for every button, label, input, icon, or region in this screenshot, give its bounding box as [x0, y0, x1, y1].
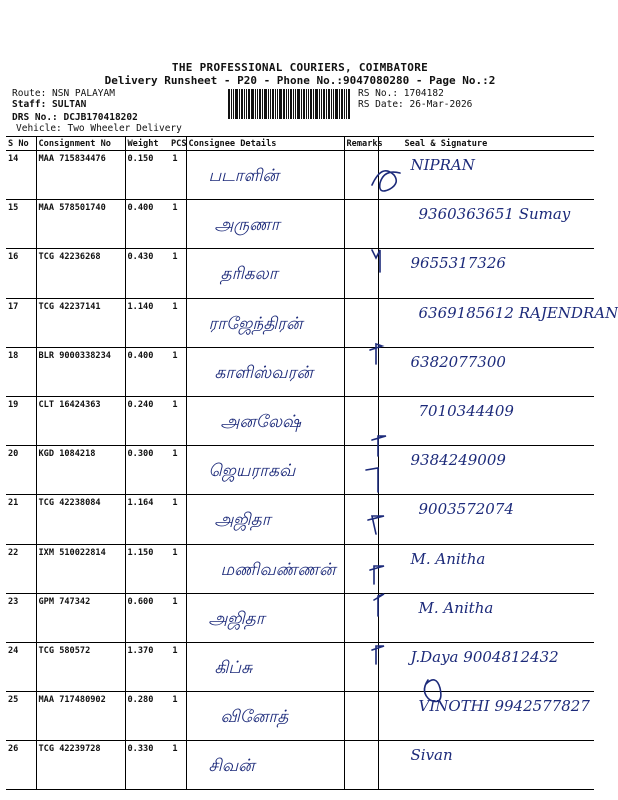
barcode-bar — [339, 89, 340, 119]
row-sno: 22 — [6, 544, 36, 593]
row-pcs: 1 — [169, 298, 186, 347]
row-consignment-no: MAA 578501740 — [36, 200, 125, 249]
row-consignment-no: TCG 42239728 — [36, 741, 125, 790]
row-pcs: 1 — [169, 544, 186, 593]
barcode-bar — [279, 89, 282, 119]
barcode-bar — [270, 89, 271, 119]
row-weight: 0.400 — [125, 347, 169, 396]
row-seal-signature — [378, 298, 618, 347]
handwritten-name: காளிஸ்வரன் — [214, 362, 313, 383]
row-consignee — [186, 446, 344, 495]
row-sno: 18 — [6, 347, 36, 396]
row-sno: 16 — [6, 249, 36, 298]
row-pcs: 1 — [169, 741, 186, 790]
row-weight: 0.150 — [125, 151, 169, 200]
barcode-bar — [283, 89, 285, 119]
barcode-bar — [239, 89, 240, 119]
col-weight: Weight — [125, 137, 169, 151]
row-weight: 1.140 — [125, 298, 169, 347]
row-remarks — [344, 298, 378, 347]
row-seal-signature — [378, 593, 594, 642]
barcode-bar — [341, 89, 343, 119]
row-sno: 25 — [6, 692, 36, 741]
col-seal: Seal & Signature — [378, 137, 594, 151]
barcode-bar — [328, 89, 330, 119]
staff-label: Staff: SULTAN — [12, 99, 87, 110]
barcode-bar — [244, 89, 245, 119]
table-row — [6, 642, 594, 691]
row-remarks — [344, 200, 378, 249]
row-consignment-no: MAA 717480902 — [36, 692, 125, 741]
row-seal-signature — [378, 544, 594, 593]
barcode-bar — [272, 89, 274, 119]
barcode-bar — [313, 89, 314, 119]
row-consignee — [186, 347, 344, 396]
barcode-bar — [323, 89, 325, 119]
barcode-bar — [315, 89, 318, 119]
barcode-bar — [241, 89, 243, 119]
barcode-bar — [344, 89, 345, 119]
row-consignment-no: IXM 510022814 — [36, 544, 125, 593]
row-consignment-no: BLR 9000338234 — [36, 347, 125, 396]
barcode-bar — [264, 89, 267, 119]
row-remarks — [344, 446, 378, 495]
row-remarks — [344, 544, 378, 593]
row-consignment-no: CLT 16424363 — [36, 396, 125, 445]
table-row — [6, 692, 594, 741]
row-weight: 1.164 — [125, 495, 169, 544]
row-remarks — [344, 151, 378, 200]
barcode-bar — [310, 89, 312, 119]
handwritten-signature: 6369185612 RAJENDRAN — [418, 303, 618, 322]
barcode-bar — [246, 89, 247, 119]
table-row — [6, 200, 594, 249]
row-seal-signature — [378, 495, 594, 544]
row-remarks — [344, 495, 378, 544]
row-pcs: 1 — [169, 249, 186, 298]
barcode-bar — [290, 89, 292, 119]
row-pcs: 1 — [169, 446, 186, 495]
handwritten-signature: 7010344409 — [418, 401, 514, 420]
row-remarks — [344, 396, 378, 445]
row-weight: 0.330 — [125, 741, 169, 790]
row-pcs: 1 — [169, 692, 186, 741]
handwritten-signature: 9360363651 Sumay — [418, 205, 571, 224]
row-consignee — [186, 593, 344, 642]
handwritten-name: படாளின் — [208, 166, 279, 186]
handwritten-signature: M. Anitha — [418, 598, 494, 617]
row-pcs: 1 — [169, 347, 186, 396]
handwritten-signature: NIPRAN — [410, 156, 475, 174]
table-row — [6, 298, 594, 347]
barcode-bar — [297, 89, 300, 119]
barcode-bar — [326, 89, 327, 119]
table-row — [6, 347, 594, 396]
handwritten-name: சிவன் — [208, 756, 255, 777]
row-pcs: 1 — [169, 396, 186, 445]
row-sno: 20 — [6, 446, 36, 495]
row-pcs: 1 — [169, 151, 186, 200]
table-row — [6, 741, 594, 790]
row-consignment-no: TCG 42238084 — [36, 495, 125, 544]
row-consignee — [186, 249, 344, 298]
handwritten-name: அனலேஷ் — [220, 411, 302, 432]
handwritten-signature: VINOTHI 9942577827 — [418, 697, 590, 716]
runsheet-table — [6, 136, 618, 790]
row-weight: 0.400 — [125, 200, 169, 249]
barcode-bar — [333, 89, 334, 119]
barcode-bar — [306, 89, 307, 119]
drs-number: DRS No.: DCJB170418202 — [12, 112, 138, 123]
row-pcs: 1 — [169, 642, 186, 691]
row-pcs: 1 — [169, 200, 186, 249]
barcode-bar — [295, 89, 296, 119]
row-sno: 17 — [6, 298, 36, 347]
handwritten-name: வினோத் — [220, 707, 289, 728]
row-seal-signature — [378, 151, 594, 200]
runsheet-subtitle: Delivery Runsheet - P20 - Phone No.:9047080280 - Page No.:2 — [104, 74, 496, 87]
handwritten-name: அருணா — [214, 215, 280, 236]
barcode-bar — [235, 89, 238, 119]
handwritten-name: ஜெயராகவ் — [208, 461, 296, 482]
handwritten-name: ராஜேந்திரன் — [208, 313, 303, 334]
col-sno: S No — [6, 137, 36, 151]
rs-date: RS Date: 26-Mar-2026 — [358, 99, 473, 110]
barcode-bar — [277, 89, 278, 119]
row-sno: 26 — [6, 741, 36, 790]
row-remarks — [344, 347, 378, 396]
row-pcs: 1 — [169, 593, 186, 642]
row-consignee — [186, 544, 344, 593]
handwritten-signature: M. Anitha — [410, 549, 486, 568]
barcode-bar — [301, 89, 302, 119]
handwritten-signature: 9655317326 — [410, 254, 506, 273]
row-consignee — [186, 495, 344, 544]
barcode-bar — [346, 89, 347, 119]
row-remarks — [344, 692, 378, 741]
row-weight: 0.430 — [125, 249, 169, 298]
row-seal-signature — [378, 347, 594, 396]
handwritten-name: தரிகலா — [220, 264, 278, 285]
barcode-bar — [268, 89, 269, 119]
handwritten-name: மணிவண்ணன் — [220, 559, 336, 580]
row-consignee — [186, 741, 344, 790]
row-seal-signature — [378, 200, 594, 249]
row-consignee — [186, 298, 344, 347]
barcode-bar — [348, 89, 350, 119]
row-consignment-no: KGD 1084218 — [36, 446, 125, 495]
barcode — [228, 89, 355, 119]
row-consignee — [186, 642, 344, 691]
barcode-bar — [286, 89, 287, 119]
vehicle-label: Vehicle: Two Wheeler Delivery — [16, 123, 182, 134]
table-row — [6, 544, 594, 593]
row-weight: 0.240 — [125, 396, 169, 445]
row-consignment-no: TCG 42236268 — [36, 249, 125, 298]
handwritten-signature: 9003572074 — [418, 500, 514, 519]
barcode-bar — [331, 89, 332, 119]
row-consignment-no: TCG 42237141 — [36, 298, 125, 347]
row-remarks — [344, 642, 378, 691]
barcode-bar — [231, 89, 232, 119]
table-row — [6, 495, 594, 544]
barcode-bar — [288, 89, 289, 119]
barcode-bar — [321, 89, 322, 119]
handwritten-name: அஜிதா — [208, 608, 265, 629]
barcode-bar — [248, 89, 250, 119]
company-title: THE PROFESSIONAL COURIERS, COIMBATORE — [171, 61, 429, 74]
col-pcs: PCS — [171, 138, 187, 149]
row-remarks — [344, 249, 378, 298]
row-sno: 21 — [6, 495, 36, 544]
handwritten-name: கிப்சு — [214, 657, 253, 678]
table-row — [6, 593, 594, 642]
row-seal-signature — [378, 249, 594, 298]
barcode-bar — [257, 89, 258, 119]
row-consignment-no: TCG 580572 — [36, 642, 125, 691]
handwritten-name: அஜிதா — [214, 510, 271, 531]
table-row — [6, 249, 594, 298]
row-consignee — [186, 396, 344, 445]
row-pcs: 1 — [169, 495, 186, 544]
barcode-bar — [251, 89, 254, 119]
row-weight: 1.150 — [125, 544, 169, 593]
table-header-row — [6, 137, 594, 151]
table-row — [6, 151, 594, 200]
handwritten-signature: 9384249009 — [410, 451, 506, 470]
row-sno: 14 — [6, 151, 36, 200]
barcode-bar — [293, 89, 294, 119]
row-sno: 19 — [6, 396, 36, 445]
row-seal-signature — [378, 692, 594, 741]
barcode-bar — [262, 89, 263, 119]
barcode-bar — [319, 89, 320, 119]
row-seal-signature — [378, 446, 594, 495]
row-consignee — [186, 200, 344, 249]
row-consignee — [186, 151, 344, 200]
row-sno: 23 — [6, 593, 36, 642]
row-weight: 0.600 — [125, 593, 169, 642]
barcode-bar — [259, 89, 261, 119]
barcode-bar — [335, 89, 338, 119]
row-seal-signature — [378, 741, 594, 790]
row-consignment-no: GPM 747342 — [36, 593, 125, 642]
handwritten-signature: J.Daya 9004812432 — [410, 647, 559, 666]
barcode-bar — [255, 89, 256, 119]
barcode-bar — [275, 89, 276, 119]
row-weight: 0.280 — [125, 692, 169, 741]
handwritten-signature: 6382077300 — [410, 352, 506, 371]
row-consignment-no: MAA 715834476 — [36, 151, 125, 200]
row-sno: 15 — [6, 200, 36, 249]
rs-number: RS No.: 1704182 — [358, 88, 444, 99]
col-remarks: Remarks — [344, 137, 378, 151]
barcode-bar — [228, 89, 230, 119]
barcode-bar — [308, 89, 309, 119]
col-consignment: Consignment No — [36, 137, 125, 151]
row-remarks — [344, 741, 378, 790]
col-consignee: Consignee Details — [186, 137, 344, 151]
row-weight: 0.300 — [125, 446, 169, 495]
route-label: Route: NSN PALAYAM — [12, 88, 115, 99]
handwritten-signature: Sivan — [410, 746, 453, 765]
table-row — [6, 396, 594, 445]
row-remarks — [344, 593, 378, 642]
row-seal-signature — [378, 642, 594, 691]
barcode-bar — [303, 89, 305, 119]
row-weight: 1.370 — [125, 642, 169, 691]
row-consignee — [186, 692, 344, 741]
barcode-bar — [233, 89, 234, 119]
row-sno: 24 — [6, 642, 36, 691]
table-row — [6, 446, 594, 495]
row-seal-signature — [378, 396, 594, 445]
